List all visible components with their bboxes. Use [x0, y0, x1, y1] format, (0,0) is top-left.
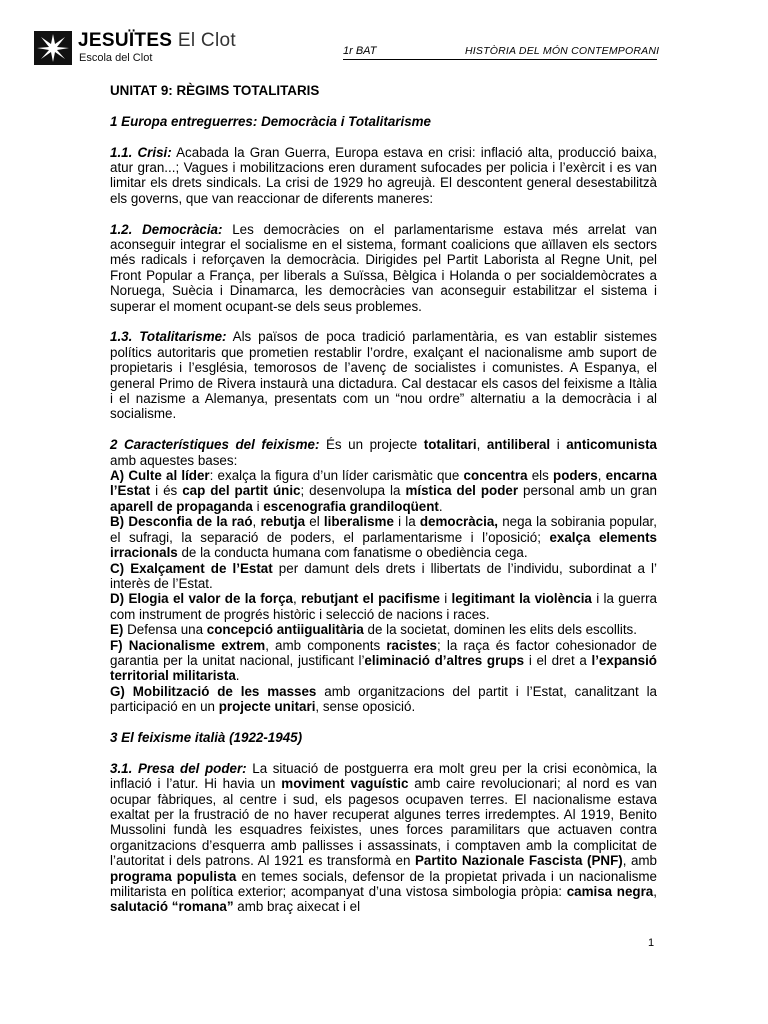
list-item-c: C) Exalçament de l’Estat per damunt dels drets i llibertats de l’individu, subordinat a l’ interès de l’Estat. [110, 560, 657, 591]
list-item-e: E) Defensa una concepció antiigualitària de la societat, dominen les elits dels escollits. [110, 622, 637, 638]
document-body [110, 83, 657, 915]
logo-school: Escola del Clot [79, 52, 153, 64]
section-3-title: 3 El feixisme italià (1922-1945) [110, 729, 303, 745]
heading-presa-del-poder: 3.1. Presa del poder: [110, 760, 247, 776]
section-1-title: 1 Europa entreguerres: Democràcia i Totalitarisme [110, 113, 431, 129]
paragraph-crisi: 1.1. Crisi: Acabada la Gran Guerra, Europa estava en crisi: inflació alta, producció baixa, atur gran...; Vagues i mobilitzacions eren durament sufocades per policia i l’exèrcit i es van limitar els drets sindicals. La crisi de 1929 ho agreujà. El descontent general desestabilitzà els governs, que van reaccionar de diferents maneres: [110, 144, 657, 206]
paragraph-totalitarisme: 1.3. Totalitarisme: Als països de poca tradició parlamentària, es van establir sistemes polítics autoritaris que prometien restablir l’ordre, exalçant el nacionalisme amb suport de propietaris i l’església, temorosos de l’avenç de socialistes i comunistes. A Espanya, el general Primo de Rivera instaurà una dictadura. Cal destacar els casos del feixisme a Itàlia i el nazisme a Alemanya, presentats com un “nou ordre” alternatiu a la democràcia i al socialisme. [110, 329, 657, 422]
paragraph-feixisme-intro: 2 Característiques del feixisme: És un projecte totalitari, antiliberal i anticomunista amb aquestes bases: [110, 437, 658, 468]
heading-democracia: 1.2. Democràcia: [110, 221, 223, 237]
heading-totalitarisme: 1.3. Totalitarisme: [110, 329, 227, 345]
paragraph-presa-del-poder: 3.1. Presa del poder: La situació de postguerra era molt greu per la crisi econòmica, la inflació i l’atur. Hi havia un moviment vaguístic amb caire revolucionari; al nord es van ocupar fàbriques, al centre i sud, els pagesos ocupaven terres. El nacionalisme estava exaltat per la frustració de no haver recuperat algunes terres irredemptes. Al 1919, Benito Mussolini fundà les esquadres feixistes, unes forces paramilitars que actuaven contra organitzacions d’esquerra amb pallisses i assassinats, i comptaven amb la complicitat de l’autoritat i dels patrons. Al 1921 es transformà en Partito Nazionale Fascista (PNF), amb programa populista en temes socials, defensor de la propietat privada i un nacionalisme militarista en política exterior; acompanyat d’una vistosa simbologia pròpia: camisa negra, salutació “romana” amb braç aixecat i el [110, 760, 658, 915]
list-item-b: B) Desconfia de la raó, rebutja el liberalisme i la democràcia, nega la sobirania popular, el sufragi, la separació de poders, el parlamentarisme i l’oposició; exalça elements irracionals de la conducta humana com fanatisme o obediència cega. [110, 514, 657, 561]
list-item-d: D) Elogia el valor de la força, rebutjant el pacifisme i legitimant la violència i la guerra com instrument de progrés històric i selecció de nacions i races. [110, 591, 657, 622]
heading-crisi: 1.1. Crisi: [110, 144, 172, 160]
page-header [0, 0, 768, 70]
paragraph-democracia: 1.2. Democràcia: Les democràcies on el parlamentarisme estava més arrelat van aconseguir integrar el socialisme en el sistema, formant coalicions que aïllaven els sectors més radicals i reforçaven la democràcia. Dirigides pel Partit Laborista al Regne Unit, pel Front Popular a França, per liberals a Suïssa, Bèlgica i Holanda o per socialdemòcrates a Noruega, Suècia i Dinamarca, les democràcies van aconseguir estabilitzar el sistema i superar el moment ocupant-se dels seus problemes. [110, 221, 657, 314]
list-item-a: A) Culte al líder: exalça la figura d’un líder carismàtic que concentra els poders, encarna l’Estat i és cap del partit únic; desenvolupa la mística del poder personal amb un gran aparell de propaganda i escenografia grandiloqüent. [110, 468, 657, 514]
logo-place: El Clot [177, 30, 236, 51]
list-item-g: G) Mobilització de les masses amb organitzacions del partit i l’Estat, canalitzant la participació en un projecte unitari, sense oposició. [110, 683, 657, 715]
jesuites-logo-icon [34, 31, 72, 65]
logo-brand: JESUÏTES [78, 30, 173, 51]
header-course: 1r BAT [343, 45, 377, 57]
section-2-heading: 2 Característiques del feixisme: [110, 437, 320, 453]
page-number: 1 [648, 937, 655, 949]
list-item-f: F) Nacionalisme extrem, amb components racistes; la raça és factor cohesionador de garantia per la unitat nacional, justificant l’eliminació d’altres grups i el dret a l’expansió territorial militarista. [110, 637, 657, 684]
header-subject: HISTÒRIA DEL MÓN CONTEMPORANI [465, 45, 660, 57]
header-rule [343, 59, 657, 60]
logo-wordmark [78, 30, 236, 52]
unit-title: UNITAT 9: RÈGIMS TOTALITARIS [110, 83, 320, 98]
